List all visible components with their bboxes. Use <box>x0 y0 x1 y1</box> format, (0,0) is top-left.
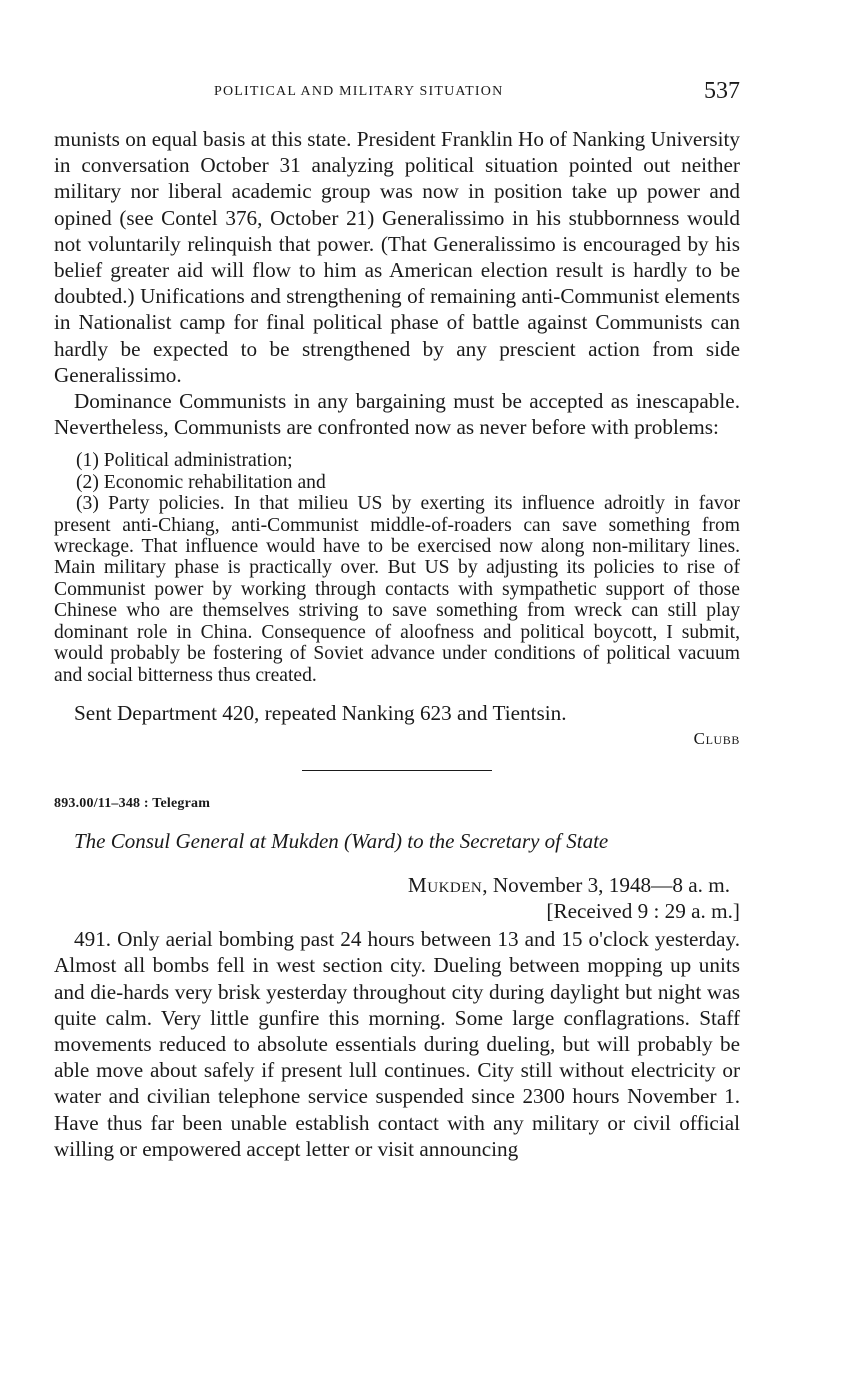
file-reference: 893.00/11–348 : Telegram <box>54 796 211 812</box>
problem-list <box>54 450 740 685</box>
telegram-text: 491. Only aerial bombing past 24 hours between 13 and 15 o'clock yesterday. Almost all bombs fell in west section city. Dueling between mopping up units and die-hards very brisk yesterday throughout city during daylight but night was quite calm. Very little gunfire this morning. Some large conflagrations. Staff movements reduced to absolute essentials during dueling, but will probably be able move about safely if present lull continues. City still without electricity or water and civilian telephone service suspended since 2300 hours November 1. Have thus far been unable establish contact with any military or civil official willing or empowered accept letter or visit announcing <box>54 927 740 1161</box>
body-text <box>54 126 740 1162</box>
telegram-title: The Consul General at Mukden (Ward) to the Secretary of State <box>74 828 609 853</box>
list-item-2 <box>54 472 740 493</box>
signature: Clubb <box>693 729 740 749</box>
received-line: [Received 9 : 29 a. m.] <box>546 898 740 923</box>
dateline <box>54 872 740 898</box>
running-head: POLITICAL AND MILITARY SITUATION <box>214 84 504 99</box>
section-divider <box>302 770 492 771</box>
list-item-text: Party policies. In that milieu US by exerting its influence adroitly in favor present anti-Chiang, anti-Communist middle-of-roaders can save something from wreckage. That influence would have to be exercised now along non-military lines. Main military phase is practically over. But US by adjusting its policies to rise of Communist power by working through contacts with sympathetic support of those Chinese who are themselves striving to save something from wreck can still play dominant role in China. Consequence of aloofness and political boycott, I submit, would probably be fostering of Soviet advance under conditions of political vacuum and social bitterness thus created. <box>54 493 740 686</box>
list-item-number: (2) <box>76 471 99 493</box>
paragraph-2: Dominance Communists in any bargaining must be accepted as inescapable. Nevertheless, Communists are confronted now as never before with problems: <box>54 389 740 440</box>
list-item-3 <box>54 493 740 686</box>
list-item-number: (3) <box>76 493 99 515</box>
dateline-place: Mukden <box>407 872 483 897</box>
list-item-text: Economic rehabilitation and <box>103 471 326 493</box>
list-item-number: (1) <box>76 450 99 472</box>
paragraph-1: munists on equal basis at this state. President Franklin Ho of Nanking University in conversation October 31 analyzing political situation pointed out neither military nor liberal academic group was now in position take up power and opined (see Contel 376, October 21) Generalissimo in his stubbornness would not voluntarily relinquish that power. (That Generalissimo is encouraged by his belief greater aid will flow to him as American election result is hardly to be doubted.) Unifications and strengthening of remaining anti-Communist elements in Nationalist camp for final political phase of battle against Communists can hardly be expected to be strengthened by any prescient action from side Generalissimo. <box>54 127 740 387</box>
sent-line: Sent Department 420, repeated Nanking 623 and Tientsin. <box>74 700 567 725</box>
dateline-date: , November 3, 1948—8 a. m. <box>482 872 730 897</box>
list-item-1 <box>54 450 740 471</box>
list-item-text: Political administration; <box>103 450 293 472</box>
page-header <box>54 78 740 108</box>
page-number: 537 <box>704 78 740 104</box>
